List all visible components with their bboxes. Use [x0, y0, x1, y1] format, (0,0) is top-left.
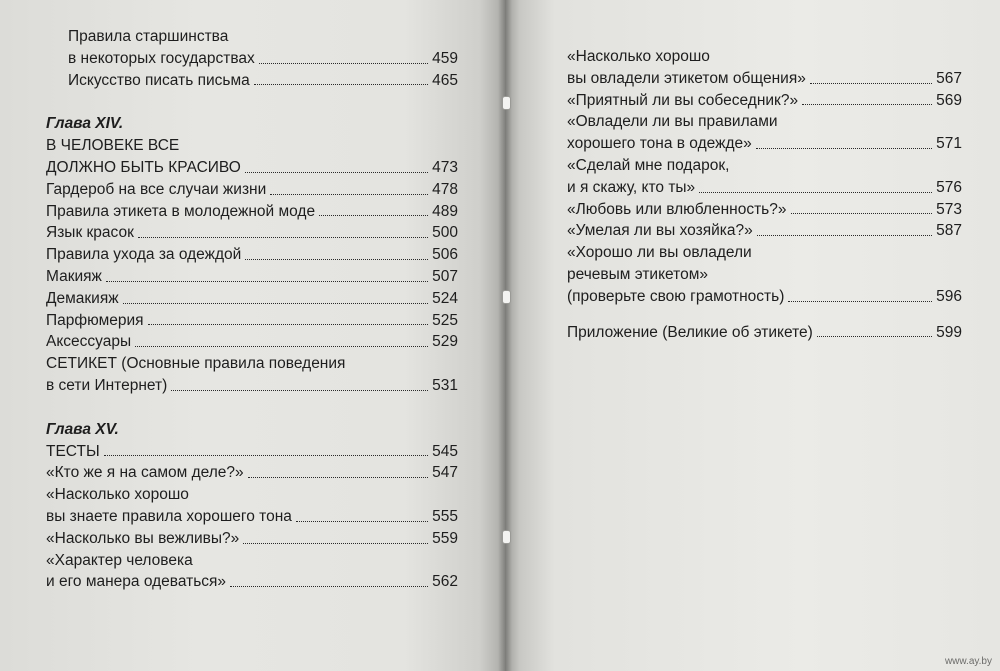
toc-entry: «Характер человека — [46, 551, 193, 569]
toc-entry: и его манера одеваться» 562 — [46, 573, 458, 591]
toc-entry: «Насколько хорошо — [46, 486, 189, 504]
toc-entry: в некоторых государствах 459 — [68, 49, 458, 67]
toc-entry: и я скажу, кто ты» 576 — [567, 178, 962, 196]
toc-entry: Макияж 507 — [46, 267, 458, 285]
toc-entry: «Насколько хорошо — [567, 48, 710, 65]
toc-entry: Искусство писать письма 465 — [68, 71, 458, 89]
toc-entry-appendix: Приложение (Великие об этикете) 599 — [567, 323, 962, 341]
toc-entry: Парфюмерия 525 — [46, 311, 458, 329]
binding-stitch — [502, 530, 511, 544]
toc-entry: ТЕСТЫ 545 — [46, 442, 458, 460]
watermark: www.ay.by — [944, 656, 992, 667]
binding-stitch — [502, 290, 511, 304]
toc-entry: ДОЛЖНО БЫТЬ КРАСИВО 473 — [46, 158, 458, 176]
toc-entry: «Кто же я на самом деле?» 547 — [46, 464, 458, 482]
toc-entry: Гардероб на все случаи жизни 478 — [46, 180, 458, 198]
toc-entry: «Овладели ли вы правилами — [567, 113, 778, 131]
toc-entry: в сети Интернет) 531 — [46, 376, 458, 394]
binding-stitch — [502, 96, 511, 110]
toc-entry: Аксессуары 529 — [46, 333, 458, 351]
toc-entry: Правила ухода за одеждой 506 — [46, 246, 458, 264]
toc-entry: хорошего тона в одежде» 571 — [567, 135, 962, 153]
toc-left — [46, 26, 458, 593]
toc-entry: вы знаете правила хорошего тона 555 — [46, 507, 458, 525]
toc-entry: Демакияж 524 — [46, 289, 458, 307]
toc-entry: «Приятный ли вы собеседник?» 569 — [567, 91, 962, 109]
toc-entry: Язык красок 500 — [46, 224, 458, 242]
toc-entry: «Хорошо ли вы овладели — [567, 244, 752, 262]
toc-entry: «Насколько вы вежливы?» 559 — [46, 529, 458, 547]
toc-entry: Правила этикета в молодежной моде 489 — [46, 202, 458, 220]
toc-entry: «Умелая ли вы хозяйка?» 587 — [567, 222, 962, 240]
chapter-heading: Глава XIV. — [46, 115, 124, 133]
right-page — [505, 0, 1000, 671]
toc-entry: СЕТИКЕТ (Основные правила поведения — [46, 355, 346, 373]
toc-entry: Правила старшинства — [68, 28, 229, 45]
toc-entry: В ЧЕЛОВЕКЕ ВСЕ — [46, 137, 180, 155]
toc-entry: «Любовь или влюбленность?» 573 — [567, 200, 962, 218]
chapter-heading: Глава XV. — [46, 420, 119, 438]
toc-right — [567, 46, 962, 343]
toc-entry: «Сделай мне подарок, — [567, 156, 730, 174]
toc-entry: (проверьте свою грамотность) 596 — [567, 287, 962, 305]
toc-entry: речевым этикетом» — [567, 265, 708, 283]
toc-entry: вы овладели этикетом общения» 567 — [567, 69, 962, 87]
